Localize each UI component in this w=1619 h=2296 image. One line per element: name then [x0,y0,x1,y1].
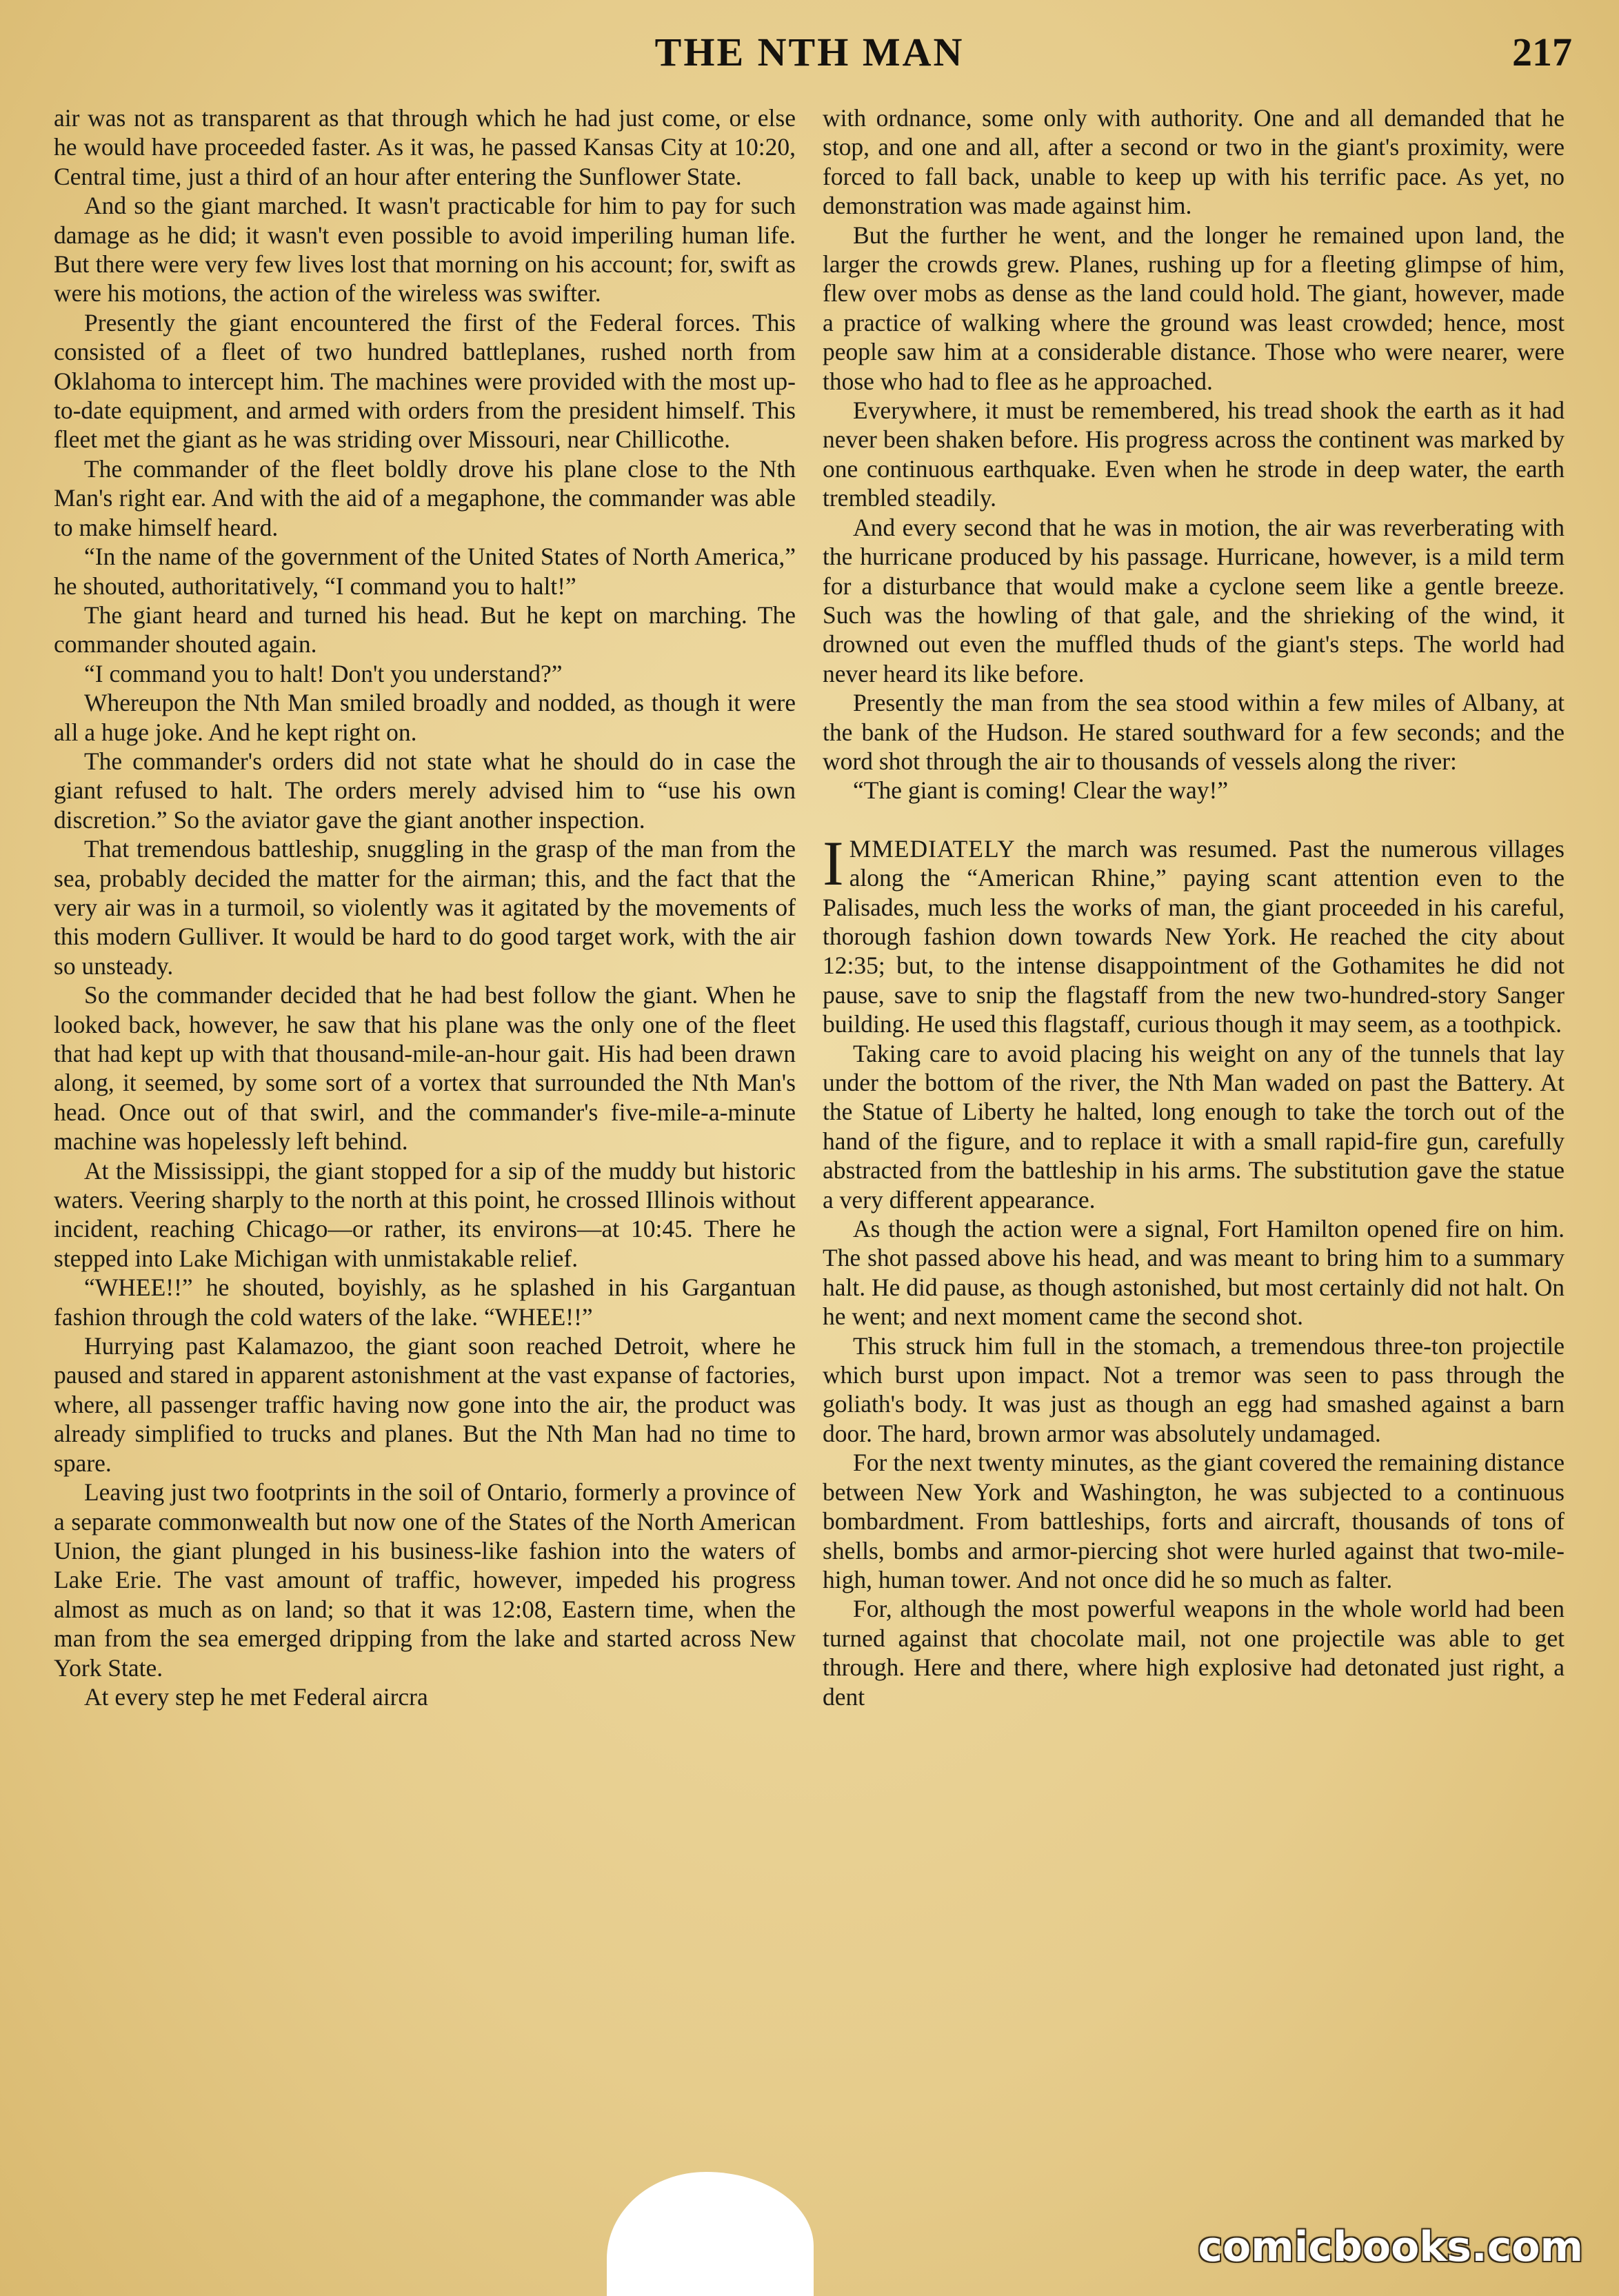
paragraph: At every step he met Federal aircra [84,1682,428,1711]
paragraph: The commander's orders did not state what he should do in case the giant refused to halt. The orders merely advised him to “use his own discretion.” So the aviator gave the giant another inspection. [54,747,796,834]
section-opening-paragraph [823,827,1565,1039]
paragraph: At the Mississippi, the giant stopped for a sip of the muddy but historic waters. Veering sharply to the north at this point, he crossed Illinois without incident, reaching Chicago—or rather, its environs—at 10:45. There he stepped into Lake Michigan with unmistakable relief. [54,1156,796,1272]
torn-paper-patch [607,2172,814,2296]
watermark-logo: comicbooks.com [1198,2223,1583,2271]
paragraph: “In the name of the government of the United States of North America,” he shouted, authoritatively, “I command you to halt!” [54,543,796,600]
paragraph: air was not as transparent as that through which he had just come, or else he would have proceeded faster. As it was, he passed Kansas City at 10:20, Central time, just a third of an hour after entering the Sunflower State. [54,104,796,190]
paragraph: That tremendous battleship, snuggling in the grasp of the man from the sea, probably decided the matter for the airman; this, and the fact that the very air was in a turmoil, so violently was it agitated by the movements of this modern Gulliver. It would be hard to do good target work, with the air so unsteady. [54,835,796,980]
left-column [54,103,796,1711]
page-number: 217 [1512,30,1572,74]
paragraph: For the next twenty minutes, as the giant covered the remaining distance between New York and Washington, he was subjected to a continuous bombardment. From battleships, forts and aircraft, thousands of tons of shells, bombs and armor-piercing shot were hurled against that two-mile-high, human tower. And not once did he so much as falter. [823,1449,1565,1593]
paragraph: This struck him full in the stomach, a tremendous three-ton projectile which burst upon impact. Not a tremor was seen to pass through the goliath's body. It was just as though an egg had smashed against a barn door. The hard, brown armor was absolutely undamaged. [823,1331,1565,1447]
paragraph: So the commander decided that he had best follow the giant. When he looked back, however, he saw that his plane was the only one of the fleet that had kept up with that thousand-mile-an-hour gait. His had been drawn along, it seemed, by some sort of a vortex that surrounded the Nth Man's head. Once out of that swirl, and the commander's five-mile-a-minute machine was hopelessly left behind. [54,981,796,1156]
paragraph-text: the march was resumed. Past the numerous villages along the “American Rhine,” paying scant attention even to the Palisades, much less the works of man, the giant proceeded in his careful, thorough fashion down towards New York. He reached the city about 12:35; but, to the intense disappointment of the Gothamites he did not pause, save to snip the flagstaff from the new two-hundred-story Sanger building. He used this flagstaff, curious though it may seem, as a toothpick. [823,834,1565,1038]
paragraph: The commander of the fleet boldly drove his plane close to the Nth Man's right ear. And with the aid of a megaphone, the commander was able to make himself heard. [54,454,796,541]
lead-caps: MMEDIATELY [849,834,1016,863]
paragraph: Taking care to avoid placing his weight on any of the tunnels that lay under the bottom of the river, the Nth Man waded on past the Battery. At the Statue of Liberty he halted, long enough to take the torch out of the hand of the figure, and to replace it with a small rapid-fire gun, carefully abstracted from the battleship in his arms. The substitution gave the statue a very different appearance. [823,1039,1565,1214]
paragraph: “WHEE!!” he shouted, boyishly, as he splashed in his Gargantuan fashion through the cold waters of the lake. “WHEE!!” [54,1273,796,1331]
running-head-title: THE NTH MAN [654,30,965,74]
paragraph: “I command you to halt! Don't you understand?” [84,659,563,687]
paragraph: But the further he went, and the longer he remained upon land, the larger the crowds grew. Planes, rushing up for a fleeting glimpse of him, flew over mobs as dense as the land could hold. The giant, however, made a practice of walking where the ground was least crowded; hence, most people saw him at a considerable distance. Those who were nearer, were those who had to flee as he approached. [823,221,1565,395]
paragraph: Everywhere, it must be remembered, his tread shook the earth as it had never been shaken before. His progress across the continent was marked by one continuous earthquake. Even when he strode in deep water, the earth trembled steadily. [823,396,1565,512]
page-header [41,29,1578,79]
paragraph: “The giant is coming! Clear the way!” [853,776,1229,805]
paragraph: As though the action were a signal, Fort Hamilton opened fire on him. The shot passed above his head, and was meant to bring him to a summary halt. He did pause, as though astonished, but most certainly did not halt. On he went; and next moment came the second shot. [823,1215,1565,1331]
paragraph: The giant heard and turned his head. But he kept on marching. The commander shouted again. [54,601,796,658]
paragraph: Presently the giant encountered the first of the Federal forces. This consisted of a fleet of two hundred battleplanes, rushed north from Oklahoma to intercept him. The machines were provided with the most up-to-date equipment, and armed with orders from the president himself. This fleet met the giant as he was striding over Missouri, near Chillicothe. [54,308,796,454]
paragraph: Hurrying past Kalamazoo, the giant soon reached Detroit, where he paused and stared in apparent astonishment at the vast expanse of factories, where, all passenger traffic having now gone into the air, the product was already simplified to trucks and planes. But the Nth Man had no time to spare. [54,1332,796,1477]
paragraph: And every second that he was in motion, the air was reverberating with the hurricane produced by his passage. Hurricane, however, is a mild term for a disturbance that would make a cyclone seem like a gentle breeze. Such was the howling of that gale, and the shrieking of the wind, it drowned out even the muffled thuds of the giant's steps. The world had never heard its like before. [823,513,1565,687]
paragraph: Presently the man from the sea stood within a few miles of Albany, at the bank of the Hudson. He stared southward for a few seconds; and the word shot through the air to thousands of vessels along the river: [823,689,1565,775]
right-column [823,103,1565,1711]
paragraph: Leaving just two footprints in the soil of Ontario, formerly a province of a separate commonwealth but now one of the States of the North American Union, the giant plunged in his business-like fashion into the waters of Lake Erie. The vast amount of traffic, however, impeded his progress almost as much as on land; so that it was 12:08, Eastern time, when the man from the sea emerged dripping from the lake and started across New York State. [54,1478,796,1682]
paragraph: And so the giant marched. It wasn't practicable for him to pay for such damage as he did; it wasn't even possible to avoid imperiling human life. But there were very few lives lost that morning on his account; for, swift as were his motions, the action of the wireless was swifter. [54,192,796,308]
drop-cap: I [823,827,844,898]
paragraph: with ordnance, some only with authority. One and all demanded that he stop, and one and all, after a second or two in the giant's proximity, were forced to fall back, unable to keep up with his terrific pace. As yet, no demonstration was made against him. [823,104,1565,220]
paragraph: For, although the most powerful weapons in the whole world had been turned against that chocolate mail, not one projectile was able to get through. Here and there, where high explosive had detonated just right, a dent [823,1595,1565,1711]
paragraph: Whereupon the Nth Man smiled broadly and nodded, as though it were all a huge joke. And he kept right on. [54,689,796,746]
